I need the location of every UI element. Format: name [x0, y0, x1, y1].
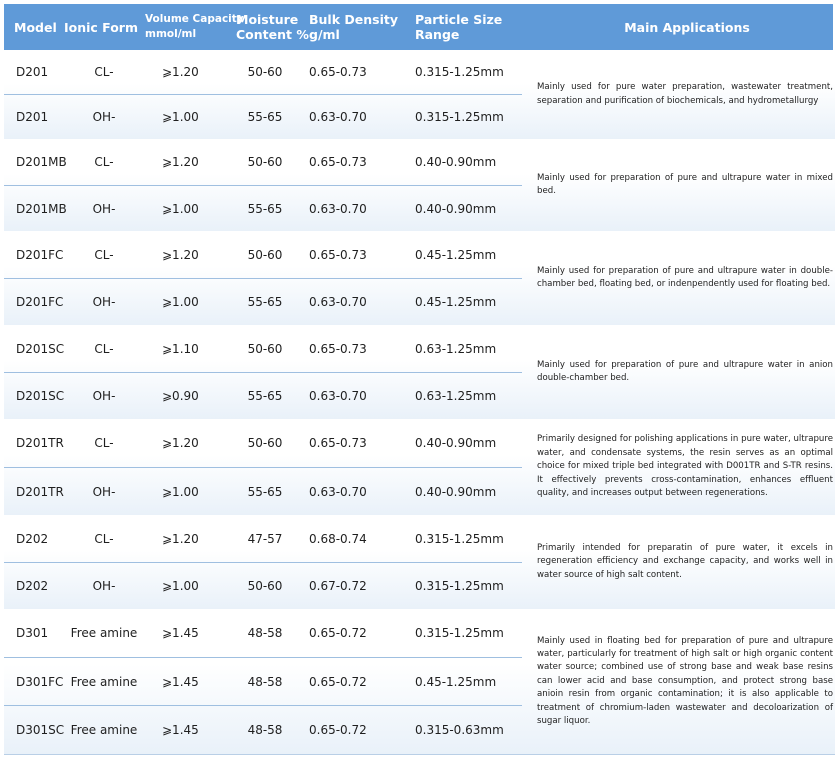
ionic-form-cell: OH-: [92, 295, 116, 309]
table-group: [4, 609, 835, 755]
table-group: [4, 325, 835, 420]
density-cell: 0.65-0.72: [309, 626, 367, 640]
particle-cell: 0.315-1.25mm: [415, 626, 504, 640]
capacity-cell: ⩾1.20: [162, 531, 199, 546]
ionic-form-cell: Free amine: [70, 675, 138, 689]
header-model: Model: [14, 19, 57, 35]
ionic-form-cell: Free amine: [70, 626, 138, 640]
particle-cell: 0.63-1.25mm: [415, 341, 497, 356]
table-group: [4, 231, 835, 326]
capacity-cell: ⩾0.90: [162, 389, 199, 403]
application-text: Mainly used for preparation of pure and ultrapure water in anion double-chamber bed.: [537, 359, 833, 383]
application-text: Mainly used for pure water preparation, wastewater treatment, separation and purification of biochemicals, and hydrometallurgy: [537, 82, 833, 106]
density-cell: 0.65-0.72: [309, 723, 367, 737]
model-cell: D301FC: [16, 675, 64, 689]
density-cell: 0.65-0.73: [309, 341, 367, 356]
capacity-cell: ⩾1.00: [162, 201, 199, 216]
moisture-cell: 50-60: [247, 155, 283, 169]
density-cell: 0.65-0.72: [309, 675, 367, 689]
table-row: [4, 609, 522, 657]
ionic-form-cell: CL-: [94, 155, 114, 169]
particle-cell: 0.45-1.25mm: [415, 295, 497, 309]
ionic-form-cell: CL-: [94, 436, 114, 450]
capacity-cell: ⩾1.20: [162, 155, 199, 169]
model-cell: D201SC: [16, 341, 65, 356]
density-cell: 0.65-0.73: [309, 65, 367, 79]
model-cell: D201: [16, 110, 49, 124]
capacity-cell: ⩾1.45: [162, 626, 199, 640]
table-row: [4, 185, 522, 231]
particle-cell: 0.315-1.25mm: [415, 531, 504, 546]
table-row: [4, 278, 522, 325]
particle-cell: 0.315-1.25mm: [415, 110, 504, 124]
moisture-cell: 55-65: [247, 389, 283, 403]
density-cell: 0.63-0.70: [309, 389, 367, 403]
table-row: [4, 419, 522, 467]
moisture-cell: 48-58: [247, 723, 283, 737]
particle-cell: 0.315-0.63mm: [415, 723, 504, 737]
ionic-form-cell: OH-: [92, 110, 116, 124]
application-text: Mainly used for preparation of pure and ultrapure water in double-chamber bed, floating bed, or indenpendently used for floating bed.: [537, 265, 833, 289]
header-particle-size: Particle Size Range: [415, 12, 503, 42]
model-cell: D301SC: [16, 723, 65, 737]
particle-cell: 0.40-0.90mm: [415, 155, 497, 169]
model-cell: D201SC: [16, 389, 65, 403]
particle-cell: 0.45-1.25mm: [415, 247, 497, 262]
table-row: [4, 372, 522, 419]
ionic-form-cell: CL-: [94, 65, 114, 79]
model-cell: D201: [16, 65, 49, 79]
capacity-cell: ⩾1.00: [162, 579, 199, 593]
header-bulk-density: Bulk Density g/ml: [309, 12, 398, 42]
application-text: Mainly used in floating bed for preparation of pure and ultrapure water, particularly for treatment of high salt or high organic content water source; combined use of strong base and weak base resins can lower acid and base consumption, and protect strong base anioin resin from organic contamination; it is also applicable to treatment of chromium-laden wastewater and decoloarization of sugar liquor.: [537, 635, 833, 727]
model-cell: D202: [16, 531, 49, 546]
moisture-cell: 50-60: [247, 341, 283, 356]
model-cell: D201TR: [16, 484, 64, 499]
capacity-cell: ⩾1.00: [162, 295, 199, 309]
ionic-form-cell: OH-: [92, 579, 116, 593]
capacity-cell: ⩾1.10: [162, 341, 199, 356]
ionic-form-cell: OH-: [92, 484, 116, 499]
moisture-cell: 50-60: [247, 436, 283, 450]
header-ionic-form: Ionic Form: [64, 19, 138, 35]
model-cell: D301: [16, 626, 49, 640]
capacity-cell: ⩾1.45: [162, 723, 199, 737]
header-main-applications: Main Applications: [624, 19, 750, 35]
particle-cell: 0.63-1.25mm: [415, 389, 497, 403]
moisture-cell: 50-60: [247, 65, 283, 79]
model-cell: D201MB: [16, 155, 67, 169]
moisture-cell: 48-58: [247, 675, 283, 689]
moisture-cell: 55-65: [247, 295, 283, 309]
ionic-form-cell: OH-: [92, 201, 116, 216]
density-cell: 0.65-0.73: [309, 155, 367, 169]
moisture-cell: 50-60: [247, 579, 283, 593]
header-volume-capacity: Volume Capacity mmol/ml: [145, 13, 244, 40]
table-row: [4, 94, 522, 139]
moisture-cell: 55-65: [247, 110, 283, 124]
ionic-form-cell: CL-: [94, 247, 114, 262]
particle-cell: 0.315-1.25mm: [415, 579, 504, 593]
table-row: [4, 515, 522, 562]
table-group: [4, 419, 835, 516]
table-row: [4, 50, 522, 94]
table-row: [4, 657, 522, 706]
model-cell: D201FC: [16, 247, 64, 262]
capacity-cell: ⩾1.20: [162, 436, 199, 450]
header-moisture-content: Moisture Content %: [236, 12, 309, 42]
table-row: [4, 139, 522, 185]
table-row: [4, 562, 522, 609]
particle-cell: 0.45-1.25mm: [415, 675, 497, 689]
model-cell: D201TR: [16, 436, 64, 450]
table-row: [4, 325, 522, 372]
density-cell: 0.65-0.73: [309, 247, 367, 262]
moisture-cell: 50-60: [247, 247, 283, 262]
table-group: [4, 515, 835, 610]
density-cell: 0.67-0.72: [309, 579, 367, 593]
table-row: [4, 705, 522, 754]
particle-cell: 0.40-0.90mm: [415, 201, 497, 216]
table-row: [4, 467, 522, 515]
capacity-cell: ⩾1.00: [162, 484, 199, 499]
moisture-cell: 48-58: [247, 626, 283, 640]
model-cell: D201FC: [16, 295, 64, 309]
table-group: [4, 50, 835, 140]
density-cell: 0.68-0.74: [309, 531, 367, 546]
density-cell: 0.63-0.70: [309, 201, 367, 216]
capacity-cell: ⩾1.45: [162, 675, 199, 689]
table-row: [4, 231, 522, 278]
capacity-cell: ⩾1.20: [162, 247, 199, 262]
particle-cell: 0.315-1.25mm: [415, 65, 504, 79]
model-cell: D202: [16, 579, 49, 593]
table-group: [4, 139, 835, 232]
application-text: Mainly used for preparation of pure and ultrapure water in mixed bed.: [537, 172, 833, 196]
ionic-form-cell: CL-: [94, 341, 114, 356]
capacity-cell: ⩾1.00: [162, 110, 199, 124]
moisture-cell: 47-57: [247, 531, 283, 546]
table-header: [4, 4, 833, 50]
ionic-form-cell: CL-: [94, 531, 114, 546]
particle-cell: 0.40-0.90mm: [415, 436, 497, 450]
application-text: Primarily designed for polishing applications in pure water, ultrapure water, and condensate systems, the resin serves as an optimal choice for mixed triple bed integrated with D001TR and S-TR resins. It effectively prevents cross-contamination, enhances effluent quality, and increases output between regenerations.: [537, 434, 833, 499]
moisture-cell: 55-65: [247, 484, 283, 499]
density-cell: 0.63-0.70: [309, 110, 367, 124]
ionic-form-cell: OH-: [92, 389, 116, 403]
density-cell: 0.63-0.70: [309, 484, 367, 499]
capacity-cell: ⩾1.20: [162, 65, 199, 79]
model-cell: D201MB: [16, 201, 67, 216]
particle-cell: 0.40-0.90mm: [415, 484, 497, 499]
ionic-form-cell: Free amine: [70, 723, 138, 737]
moisture-cell: 55-65: [247, 201, 283, 216]
density-cell: 0.65-0.73: [309, 436, 367, 450]
density-cell: 0.63-0.70: [309, 295, 367, 309]
application-text: Primarily intended for preparatin of pure water, it excels in regeneration efficiency and exchange capacity, and works well in water source of high salt content.: [537, 542, 833, 580]
